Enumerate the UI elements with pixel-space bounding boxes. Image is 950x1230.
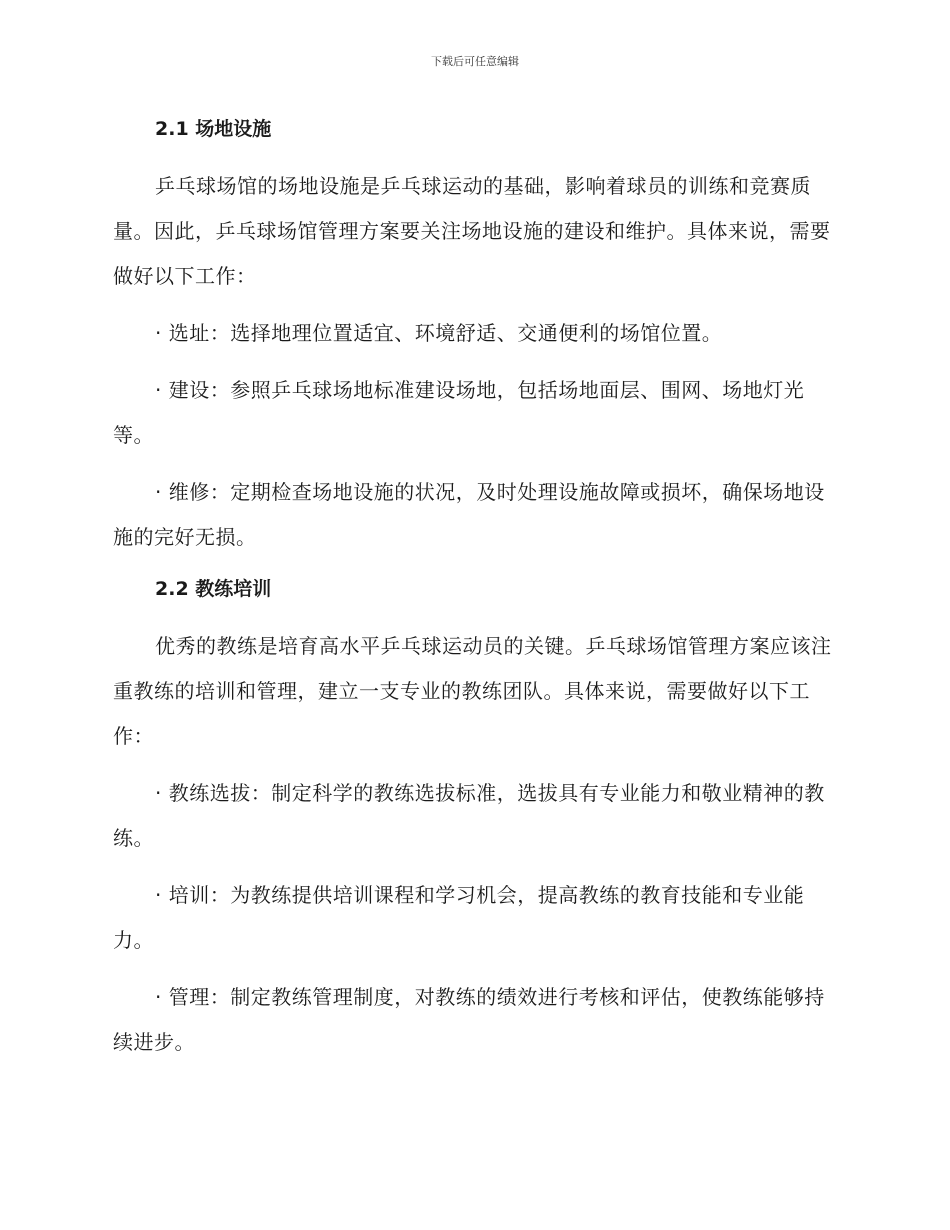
section-heading: 2.2 教练培训 — [155, 578, 272, 600]
list-item: · 维修：定期检查场地设施的状况，及时处理设施故障或损坏，确保场地设施的完好无损。 — [113, 480, 825, 549]
section-intro: 乒乓球场馆的场地设施是乒乓球运动的基础，影响着球员的训练和竞赛质量。因此，乒乓球场馆管理方案要关注场地设施的建设和维护。具体来说，需要做好以下工作： — [113, 174, 831, 288]
page-header: 下载后可任意编辑 — [431, 55, 519, 68]
list-item: · 培训：为教练提供培训课程和学习机会，提高教练的教育技能和专业能力。 — [113, 883, 805, 952]
document-body — [113, 112, 833, 1077]
section-site-facilities — [113, 112, 833, 560]
list-item: · 选址：选择地理位置适宜、环境舒适、交通便利的场馆位置。 — [155, 321, 723, 345]
section-coach-training — [113, 572, 833, 1065]
list-item: · 建设：参照乒乓球场地标准建设场地，包括场地面层、围网、场地灯光等。 — [113, 378, 805, 447]
section-intro: 优秀的教练是培育高水平乒乓球运动员的关键。乒乓球场馆管理方案应该注重教练的培训和管理，建立一支专业的教练团队。具体来说，需要做好以下工作： — [113, 634, 832, 748]
list-item: · 教练选拔：制定科学的教练选拔标准，选拔具有专业能力和敬业精神的教练。 — [113, 781, 825, 850]
list-item: · 管理：制定教练管理制度，对教练的绩效进行考核和评估，使教练能够持续进步。 — [113, 985, 825, 1054]
section-heading: 2.1 场地设施 — [155, 118, 272, 140]
